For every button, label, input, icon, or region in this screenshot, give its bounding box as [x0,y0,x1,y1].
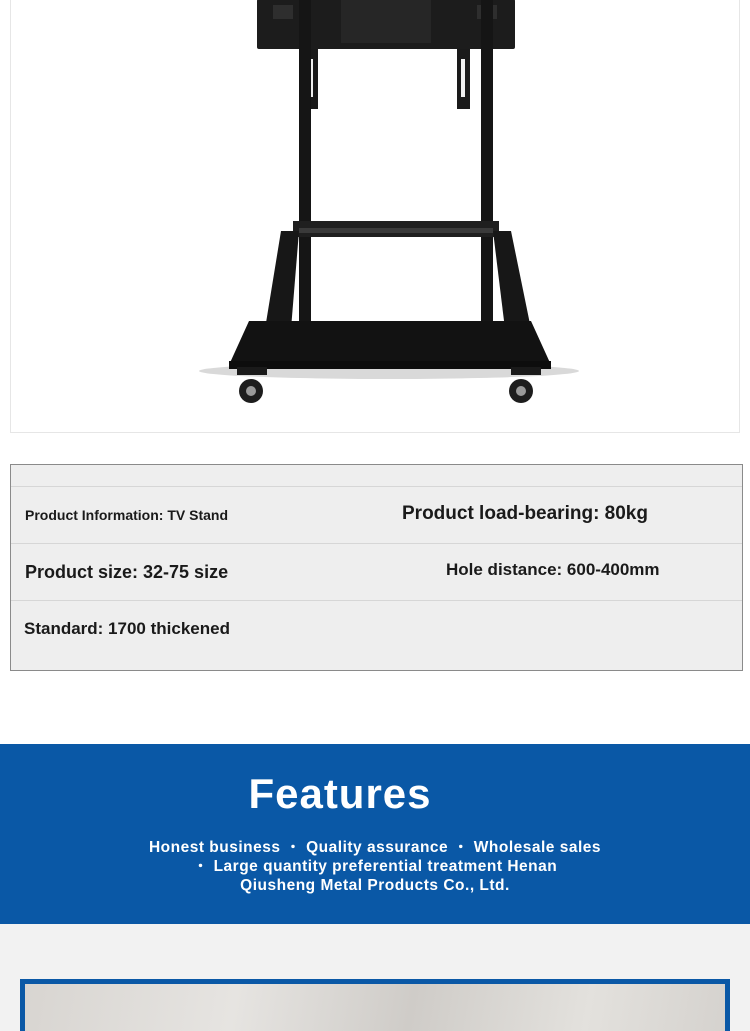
tv-stand-icon [11,0,740,433]
product-image [10,0,740,433]
spec-row [11,544,742,601]
spec-hole-distance: Hole distance: 600-400mm [446,560,660,579]
features-line: Qiusheng Metal Products Co., Ltd. [240,877,510,894]
lower-section [0,924,750,1031]
spec-row [11,487,742,544]
features-banner [0,744,750,924]
spec-product-info: Product Information: TV Stand [25,507,228,523]
spec-product-size: Product size: 32-75 size [25,562,229,582]
features-description [145,838,605,895]
spec-row-header [11,465,742,487]
features-title: Features [248,770,432,817]
features-line: ・ Large quantity preferential treatment Henan [192,858,558,875]
spec-standard: Standard: 1700 thickened [24,619,230,638]
spec-row [11,601,742,670]
features-line: Honest business ・ Quality assurance ・ Wholesale sales [148,839,602,856]
product-photo-frame [20,979,730,1031]
spec-table [10,464,743,671]
spec-load-bearing: Product load-bearing: 80kg [402,503,648,524]
